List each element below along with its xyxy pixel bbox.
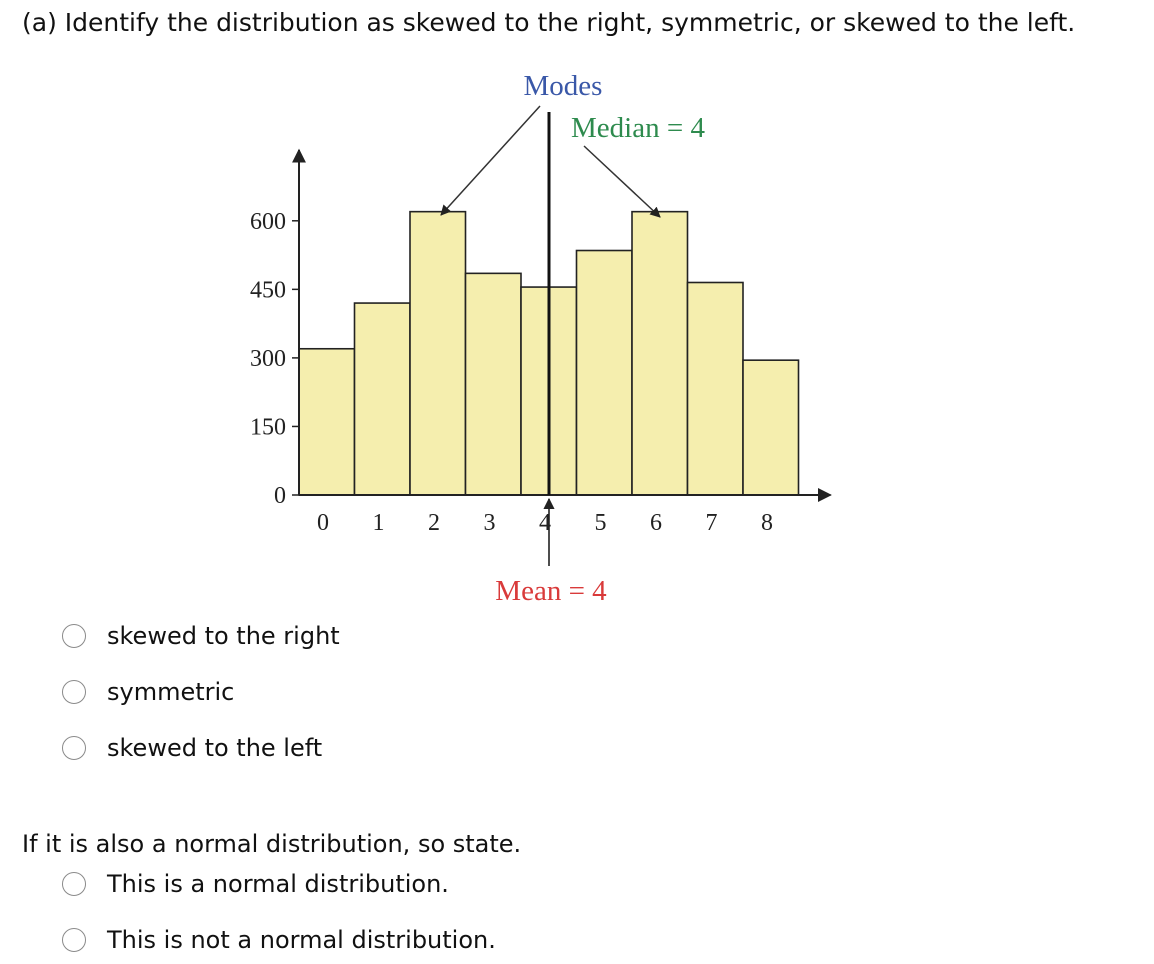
mode-arrow [441,106,540,215]
option-label: symmetric [107,678,235,706]
histogram-bar [410,212,466,495]
mode-arrow [584,146,660,217]
mean-label: Mean = 4 [495,575,607,607]
radio-button[interactable] [62,624,86,648]
y-tick-label: 0 [274,483,286,509]
option-symmetric[interactable] [62,678,234,706]
histogram-bar [688,282,744,495]
y-tick-label: 600 [250,208,286,235]
option-label: This is a normal distribution. [107,870,449,898]
followup-prompt: If it is also a normal distribution, so state. [22,830,522,858]
histogram-bar [577,251,633,495]
option-skewed-right[interactable] [62,622,340,650]
histogram-bar [355,303,411,495]
median-label: Median = 4 [571,112,705,144]
histogram-bar [299,349,355,495]
question-text: (a) Identify the distribution as skewed to the right, symmetric, or skewed to the left. [22,8,1076,37]
x-tick-label: 1 [372,510,385,536]
radio-button[interactable] [62,736,86,760]
x-tick-label: 5 [594,510,607,536]
y-tick-label: 450 [250,277,286,304]
radio-button[interactable] [62,928,86,952]
x-tick-label: 8 [761,510,773,536]
histogram-bar [632,212,688,495]
x-tick-label: 2 [428,510,440,536]
histogram-bar [743,360,799,495]
y-tick-label: 150 [250,414,286,441]
y-tick-label: 300 [250,345,286,372]
option-skewed-left[interactable] [62,734,322,762]
radio-button[interactable] [62,680,86,704]
x-tick-label: 0 [317,510,329,536]
x-tick-label: 7 [705,510,718,536]
option-label: skewed to the right [107,622,340,650]
option-normal[interactable] [62,870,449,898]
x-tick-label: 6 [650,510,662,536]
option-label: skewed to the left [107,734,323,762]
x-tick-label: 3 [483,510,496,536]
option-not-normal[interactable] [62,926,496,954]
modes-label: Modes [523,70,603,102]
histogram-bar [466,273,522,495]
x-tick-label: 4 [539,510,551,536]
option-label: This is not a normal distribution. [107,926,496,954]
radio-button[interactable] [62,872,86,896]
